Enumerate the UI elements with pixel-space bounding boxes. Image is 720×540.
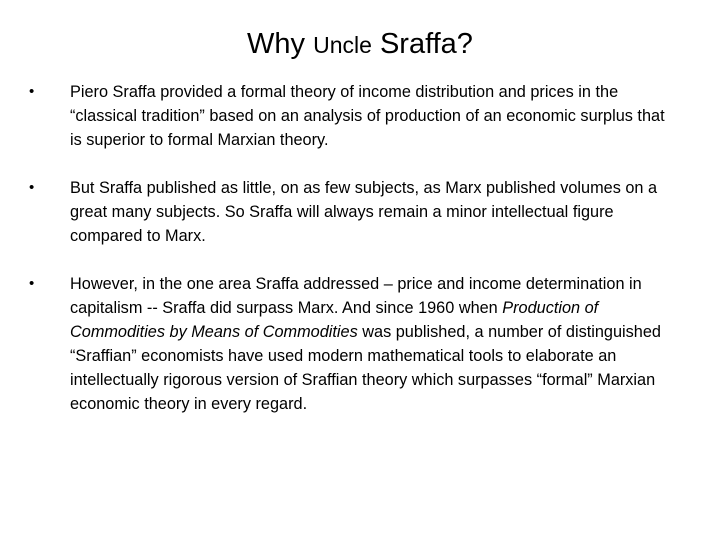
bullet-item-1 xyxy=(29,80,669,152)
bullet-text-2: But Sraffa published as little, on as few subjects, as Marx published volumes on a great many subjects. So Sraffa will always remain a minor intellectual figure compared to Marx. xyxy=(70,179,658,245)
title-part-1: Why xyxy=(247,28,314,60)
bullet-marker: • xyxy=(29,83,35,100)
bullet-list xyxy=(29,80,669,416)
title-part-2: Uncle xyxy=(313,32,372,58)
bullet-item-3 xyxy=(29,272,669,416)
title-part-3: Sraffa? xyxy=(371,28,473,60)
bullet-marker: • xyxy=(29,275,35,292)
book-title: Production of Commodities by Means of Commodities xyxy=(70,299,599,341)
bullet-text-3 xyxy=(70,275,661,413)
bullet-text-1: Piero Sraffa provided a formal theory of income distribution and prices in the “classical tradition” based on an analysis of production of an economic surplus that is superior to formal Marxian theory. xyxy=(70,83,665,149)
bullet-item-2 xyxy=(29,176,669,248)
bullet-text-3-start: However, in the one area Sraffa addressed – price and income determination in capitalism -- Sraffa did surpass Marx. And since 1960 when xyxy=(70,275,642,317)
bullet-text-3-end: was published, a number of distinguished “Sraffian” economists have used modern mathematical tools to elaborate an intellectually rigorous version of Sraffian theory which surpasses “formal” Marxian economic theory in every regard. xyxy=(70,323,661,413)
bullet-marker: • xyxy=(29,179,35,196)
slide-title xyxy=(0,24,720,65)
